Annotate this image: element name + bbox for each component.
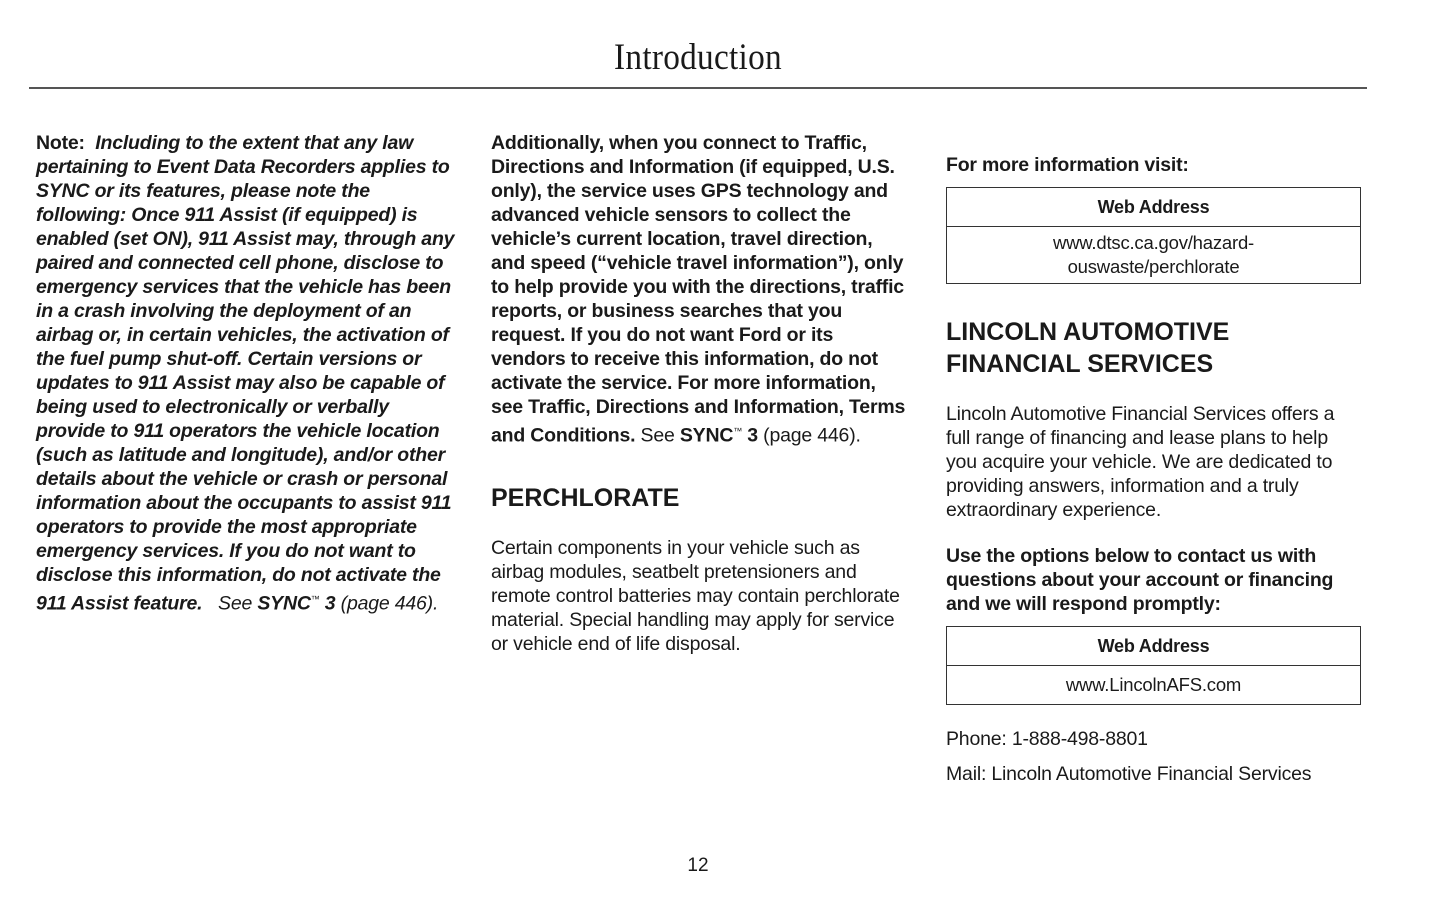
note-paragraph [36,131,456,616]
perchlorate-paragraph: Certain components in your vehicle such as airbag modules, seatbelt pretensioners and remote control batteries may contain perchlorate material. Special handling may apply for service or vehicle end of life disposal. [491,536,900,655]
note-text: Including to the extent that any law pertaining to Event Data Recorders applies to SYNC or its features, please note the following: Once 911 Assist (if equipped) is enabled (set ON), 911 Assist may, through any paired and connected cell phone, disclose to emergency services that the vehicle has been in a crash involving the deployment of an airbag or, in certain vehicles, the activation of the fuel pump shut-off. Certain versions or updates to 911 Assist may also be capable of being used to electronically or verbally provide to 911 operators the vehicle location (such as latitude and longitude), and/or other details about the vehicle or crash or personal information about the occupants to assist 911 operators to provide the most appropriate emergency services. If you do not want to disclose this information, do not activate the 911 Assist feature. [36,132,455,615]
sync-link[interactable]: SYNC [679,424,734,447]
table-header: Web Address [947,627,1361,666]
phone-text: Phone: 1-888-498-8801 [946,728,1148,750]
sync-version: 3 [747,424,758,447]
lincoln-web-table [946,626,1361,705]
perchlorate-web-table [946,187,1361,284]
column-3 [946,153,1362,786]
page-reference[interactable]: (page 446). [340,592,439,615]
lincoln-financial-paragraph: Lincoln Automotive Financial Services offers a full range of financing and lease plans to help you acquire your vehicle. We are dedicated to providing answers, information and a truly extraordinary experience. [946,403,1335,521]
trademark: ™ [733,426,743,436]
table-header: Web Address [947,188,1361,227]
page-number: 12 [687,855,709,876]
mail-text: Mail: Lincoln Automotive Financial Services [946,763,1312,785]
column-2 [491,131,909,656]
trademark: ™ [310,594,320,604]
see-text: See [218,592,253,615]
traffic-paragraph [491,131,909,448]
more-info-label: For more information visit: [946,154,1189,176]
web-address-link[interactable]: www.dtsc.ca.gov/hazard-ouswaste/perchlorate [947,227,1361,284]
page-reference[interactable]: (page 446). [763,424,861,447]
contact-instructions: Use the options below to contact us with questions about your account or financing and we will respond promptly: [946,545,1334,615]
header-divider [29,87,1367,89]
sync-link[interactable]: SYNC [257,592,311,615]
web-address-link[interactable]: www.LincolnAFS.com [947,666,1361,705]
note-label: Note: [36,132,85,154]
sync-version: 3 [324,592,336,615]
traffic-text: Additionally, when you connect to Traffic, Directions and Information (if equipped, U.S. only), the service uses GPS technology and advanced vehicle sensors to collect the vehicle’s current location, travel direction, and speed (“vehicle travel information”), only to help provide you with the directions, traffic reports, or business searches that you request. If you do not want Ford or its vendors to receive this information, do not activate the service. For more information, see Traffic, Directions and Information, Terms and Conditions. [491,132,906,447]
page-title: Introduction [614,37,782,78]
lincoln-financial-heading: LINCOLN AUTOMOTIVE FINANCIAL SERVICES [946,318,1230,378]
see-text: See [640,424,675,447]
column-1 [36,131,456,616]
perchlorate-heading: PERCHLORATE [491,483,680,512]
